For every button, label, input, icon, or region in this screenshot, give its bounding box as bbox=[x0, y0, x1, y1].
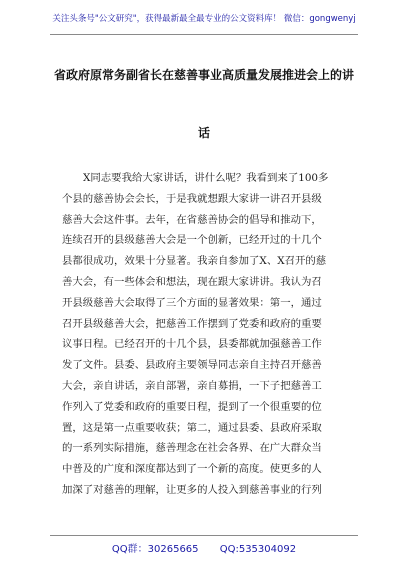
body-line: 的一系列实际措施，慈善理念在社会各界、在广大群众当 bbox=[62, 442, 322, 455]
document-title-continued: 话 bbox=[197, 126, 210, 140]
header-note: 关注头条号"公文研究"，获得最新最全最专业的公文资料库！ 微信：gongwenyj bbox=[52, 14, 356, 24]
body-line: 加深了对慈善的理解，让更多的人投入到慈善事业的行列 bbox=[62, 483, 322, 496]
body-line: 议事日程。已经召开的十几个县，县委都就加强慈善工作 bbox=[62, 338, 322, 351]
body-line: 县都很成功，效果十分显著。我亲自参加了X、X召开的慈 bbox=[62, 255, 327, 268]
body-line: 发了文件。县委、县政府主要领导同志亲自主持召开慈善 bbox=[62, 359, 322, 372]
body-line: 慈善大会这件事。去年，在省慈善协会的倡导和推动下， bbox=[62, 213, 322, 226]
body-line: 置，这是第一点重要收获；第二，通过县委、县政府采取 bbox=[62, 421, 322, 434]
body-line: 大会，亲自讲话，亲自部署，亲自募捐，一下子把慈善工 bbox=[62, 379, 322, 392]
body-line: 召开县级慈善大会，把慈善工作摆到了党委和政府的重要 bbox=[62, 317, 322, 330]
footer-qq-group: QQ群：30265665 bbox=[111, 544, 199, 555]
document-body bbox=[62, 168, 350, 501]
body-line: 开县级慈善大会取得了三个方面的显著效果：第一，通过 bbox=[62, 296, 322, 309]
body-line: 中普及的广度和深度都达到了一个新的高度。使更多的人 bbox=[62, 463, 322, 476]
body-line: 连续召开的县级慈善大会是一个创新，已经开过的十几个 bbox=[62, 234, 322, 247]
body-line: 个县的慈善协会会长，于是我就想跟大家讲一讲召开县级 bbox=[62, 192, 322, 205]
footer-qq-number: QQ:535304092 bbox=[219, 544, 297, 555]
footer bbox=[0, 540, 408, 555]
body-line: 善大会，有一些体会和想法，现在跟大家讲讲。我认为召 bbox=[62, 275, 322, 288]
footer-divider bbox=[50, 535, 358, 536]
document-title: 省政府原常务副省长在慈善事业高质量发展推进会上的讲 bbox=[53, 68, 354, 82]
header-divider bbox=[50, 34, 358, 35]
body-line: X同志要我给大家讲话，讲什么呢？我看到来了100多 bbox=[83, 172, 329, 184]
body-line: 作列入了党委和政府的重要日程，提到了一个很重要的位 bbox=[62, 400, 322, 413]
